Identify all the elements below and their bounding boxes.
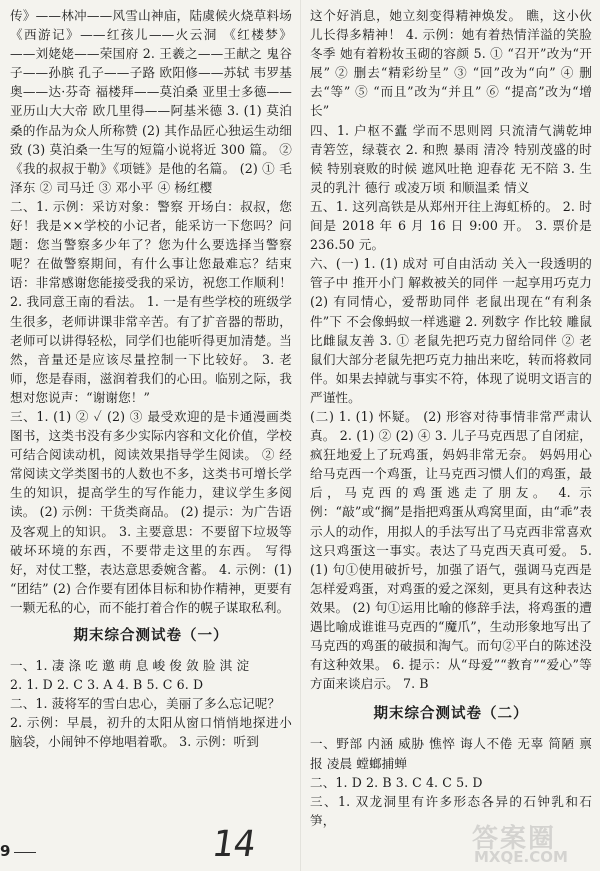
answer-block-4: 这个好消息，她立刻变得精神焕发。 瞧，这小伙儿长得多精神！ 4. 示例：她有着热情洋溢的笑脸 冬季 她有着粉妆玉砌的容颜 5. ① “召开”改为“开展” ② 删去“精彩纷呈” ③ “回”改为“向” ④ 删去“等” ⑤ “而且”改为“并且” ⑥ “提高”改为“增长” bbox=[310, 8, 592, 119]
section-heading-test-2: 期末综合测试卷（二） bbox=[373, 706, 529, 723]
page-number-rule bbox=[14, 852, 36, 853]
test2-answer-1: 一、野部 内涵 威胁 憔悴 诲人不倦 无辜 简陋 禀报 凌晨 螳螂捕蝉 bbox=[310, 736, 592, 771]
test1-answer-3: 二、1. 菠将军的雪白忠心，美丽了多么忘记呢？ bbox=[10, 696, 281, 712]
answer-block-7: 六、(一) 1. (1) 成对 可自由活动 关入一段透明的管子中 推开小门 解救被关的同伴 一起享用巧克力 (2) 有同情心，爱帮助同伴 老鼠出现在“有利条件”下 不会像蚂蚁一样逃避 2. 列数字 作比较 雕鼠比雌鼠友善 3. ① 老鼠先把巧克力留给同伴 ② 老鼠们大部分老鼠先把巧克力抽出来吃，转而将救同伴。如果去掉就与事实不符，体现了说明文语言的严谨性。 bbox=[310, 256, 592, 405]
watermark-logo bbox=[468, 820, 596, 868]
watermark-text: 答案圈 bbox=[472, 824, 557, 854]
test1-answer-1: 一、1. 凄 涤 吃 邀 萌 息 峻 俊 敛 脸 淇 淀 bbox=[10, 658, 250, 674]
answer-block-3: 三、1. (1) ② ✓ (2) ③ 最受欢迎的是卡通漫画类图书，这类书没有多少实际内容和文化价值，学校可结合阅读动机，阅读效果指导学生阅读。 ② 经常阅读文学类图书的人数也不多，这类书可增长学生的知识，提高学生的写作能力，建议学生多阅读。 (2) 示例：干货类商品。 (2) 提示：为广告语及客观上的知识。 3. 主要意思：不要留下垃圾等破坏环境的东西，不要带走这里的东西。 写得好，对仗工整，表达意思委婉含蓄。 4. 示例：(1) “团结” (2) 合作要有团体目标和协作精神，更要有一颗无私的心，而不能打着合作的幌子谋取私利。 bbox=[10, 408, 292, 615]
test2-answer-3: 三、1. 双龙洞里有许多形态各异的石钟乳和石笋， bbox=[310, 793, 592, 828]
answer-block-1: 传》——林冲——风雪山神庙，陆虞候火烧草料场 《西游记》——红孩儿——火云洞 《红楼梦》——刘姥姥——荣国府 2. 王羲之——王献之 鬼谷子——孙膑 孔子——子路 欧阳修——苏轼 韦罗基奥——达·芬奇 福楼拜——莫泊桑 亚里士多德——亚历山大大帝 欧几里得——阿基米德 3. (1) 莫泊桑的作品为众人所称赞 (2) 其作品匠心独运生动细致 (3) 莫泊桑一生写的短篇小说将近 300 篇。 ② 《我的叔叔于勒》《项链》是他的名篇。 (2) ① 毛泽东 ② 司马迁 ③ 邓小平 ④ 杨红樱 bbox=[10, 8, 292, 195]
answer-block-6: 五、1. 这列高铁是从郑州开往上海虹桥的。 2. 时间是 2018 年 6 月 16 日 9:00 开。 3. 票价是 236.50 元。 bbox=[310, 198, 592, 253]
test1-answer-2: 2. 1. D 2. C 3. A 4. B 5. C 6. D bbox=[10, 677, 204, 693]
page-number: 9 bbox=[0, 842, 11, 860]
section-heading-test-1: 期末综合测试卷（一） bbox=[73, 628, 229, 644]
answer-block-5: 四、1. 户枢不蠹 学而不思则罔 只流清气满乾坤 青箬笠，绿蓑衣 2. 和煦 暴雨 清冷 特别茂盛的时候 特别衰败的时候 遮风吐艳 迎春花 无不陪 3. 生灵的乳汁 德行 或凌万顷 和顺温柔 情义 bbox=[310, 122, 592, 195]
left-column bbox=[10, 6, 292, 752]
test1-answer-4: 2. 示例：早晨，初升的太阳从窗口悄悄地探进小脑袋，小闹钟不停地唱着歌。 3. 示例：听到 bbox=[10, 715, 292, 750]
handwritten-number: 14 bbox=[209, 824, 259, 865]
watermark-url: MXQE.COM bbox=[474, 848, 568, 866]
answer-block-8: (二) 1. (1) 怀疑。 (2) 形容对待事情非常严肃认真。 2. (1) ② (2) ④ 3. 儿子马克西思了自闭症，疯狂地爱上了玩鸡蛋，妈妈非常无奈。 妈妈用心给马克西一个鸡蛋，让马克西习惯人们的鸡蛋，最后，马克西的鸡蛋逃走了朋友。 4. 示例：“敲”或“搁”是指把鸡蛋从鸡窝里面，由“乖”表示人的动作，用拟人的手法写出了马克西非常喜欢这只鸡蛋这一事实。表达了马克西天真可爱。 5. (1) 句①使用破折号，加强了语气，强调马克西是怎样爱鸡蛋，对鸡蛋的爱之深刻，更具有这种表达效果。 (2) 句①运用比喻的修辞手法，将鸡蛋的遭遇比喻成谁谁马克西的“魔爪”，生动形象地写出了马克西的鸡蛋的破损和淘气。而句②平白的陈述没有这种效果。 6. 提示：从“母爱”“教育”“爱心”等方面来谈启示。 7. B bbox=[310, 408, 592, 692]
answer-block-2: 二、1. 示例：采访对象：警察 开场白：叔叔，您好！我是××学校的小记者，能采访一下您吗？问题：您当警察多少年了？您为什么要选择当警察呢？在做警察期间，有什么事让您最难忘？结束语：非常感谢您能接受我的采访，祝您工作顺利！ 2. 我同意王南的看法。 1. 一是有些学校的班级学生很多，老师讲课非常辛苦。有了扩音器的帮助，老师可以讲得轻松，同学们也能听得更加清楚。当然，音量还是应该尽量控制一下比较好。 3. 老师，您是春雨，滋润着我们的心田。临别之际，我想对您说声：“谢谢您！” bbox=[10, 198, 292, 405]
right-column bbox=[310, 6, 592, 830]
column-divider bbox=[300, 0, 301, 871]
test2-answer-2: 二、1. D 2. B 3. C 4. C 5. D bbox=[310, 774, 483, 790]
